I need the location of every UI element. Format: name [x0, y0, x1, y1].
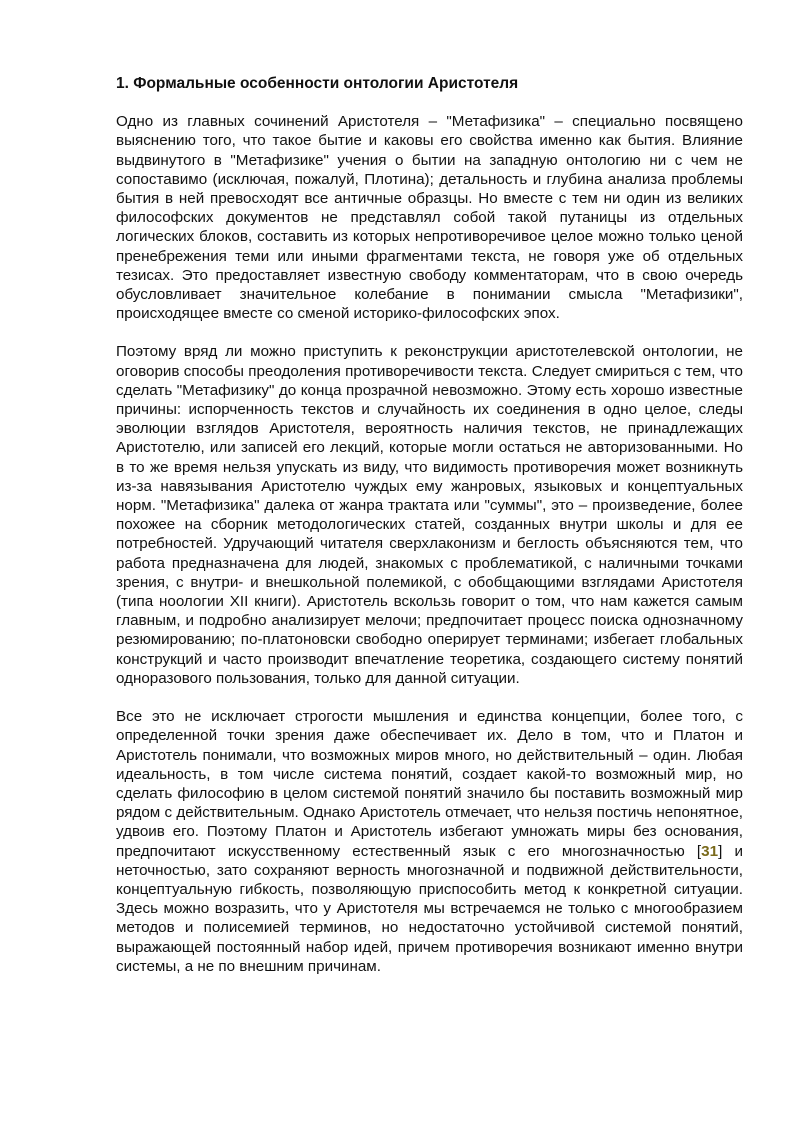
paragraph-3-text-end: ] и неточностью, зато сохраняют верность многозначной и подвижной действительности, концептуальную гибкость, позволяющую приспособить метод к конкретной ситуации. Здесь можно возразить, что у Аристотеля мы встречаемся не только с многообразием методов и полисемией терминов, но недостаточно устойчивой системой понятий, выражающей постоянный набор идей, причем противоречия возникают именно внутри системы, а не по внешним причинам.: [116, 842, 743, 975]
paragraph-3: [116, 707, 743, 976]
paragraph-1: Одно из главных сочинений Аристотеля – "Метафизика" – специально посвящено выяснению того, что такое бытие и каковы его свойства именно как бытия. Влияние выдвинутого в "Метафизике" учения о бытии на западную онтологию ни с чем не сопоставимо (исключая, пожалуй, Плотина); детальность и глубина анализа проблемы бытия в ней превосходят все античные образцы. Но вместе с тем ни один из великих философских документов не представлял собой такой путаницы из отдельных логических блоков, составить из которых непротиворечивое целое можно только ценой пренебрежения теми или иными фрагментами текста, не говоря уже об отдельных тезисах. Это предоставляет известную свободу комментаторам, что в свою очередь обусловливает значительное колебание в понимании смысла "Метафизики", происходящее вместе со сменой историко-философских эпох.: [116, 113, 743, 323]
paragraph-3-text-start: Все это не исключает строгости мышления и единства концепции, более того, с определенной точки зрения даже обеспечивает их. Дело в том, что и Платон и Аристотель понимали, что возможных миров много, но действительный – один. Любая идеальность, в том числе система понятий, создает какой-то возможный мир, но сделать философию в целом системой понятий значило бы поставить возможный мир рядом с действительным. Однако Аристотель отмечает, что нельзя постичь непонятное, удвоив его. Поэтому Платон и Аристотель избегают умножать миры без основания, предпочитают искусственному естественный язык с его многозначностью [: [116, 708, 743, 860]
document-page: [116, 74, 743, 995]
reference-link[interactable]: 31: [701, 842, 719, 860]
paragraph-2: Поэтому вряд ли можно приступить к реконструкции аристотелевской онтологии, не оговорив способы преодоления противоречивости текста. Следует смириться с тем, что сделать "Метафизику" до конца прозрачной невозможно. Этому есть хорошо известные причины: испорченность текстов и случайность их соединения в одно целое, следы эволюции взглядов Аристотеля, вероятность наличия текстов, не принадлежащих Аристотелю, или записей его лекций, которые могли остаться не авторизованными. Но в то же время нельзя упускать из виду, что видимость противоречия может возникнуть из-за навязывания Аристотелю чуждых ему жанровых, языковых и концептуальных норм. "Метафизика" далека от жанра трактата или "суммы", это – произведение, более похожее на сборник методологических статей, созданных внутри школы и для ее потребностей. Удручающий читателя сверхлаконизм и беглость объясняются тем, что работа предназначена для людей, знакомых с проблематикой, с наличными точками зрения, с внутри- и внешкольной полемикой, с обобщающими взглядами Аристотеля (типа ноологии XII книги). Аристотель вскользь говорит о том, что нам кажется самым главным, и подробно анализирует мелочи; предпочитает процесс поиска однозначному резюмированию; по-платоновски свободно оперирует терминами; избегает глобальных конструкций и часто производит впечатление теоретика, создающего систему понятий одноразового пользования, только для данной ситуации.: [116, 343, 743, 687]
section-heading: 1. Формальные особенности онтологии Аристотеля: [116, 75, 519, 92]
